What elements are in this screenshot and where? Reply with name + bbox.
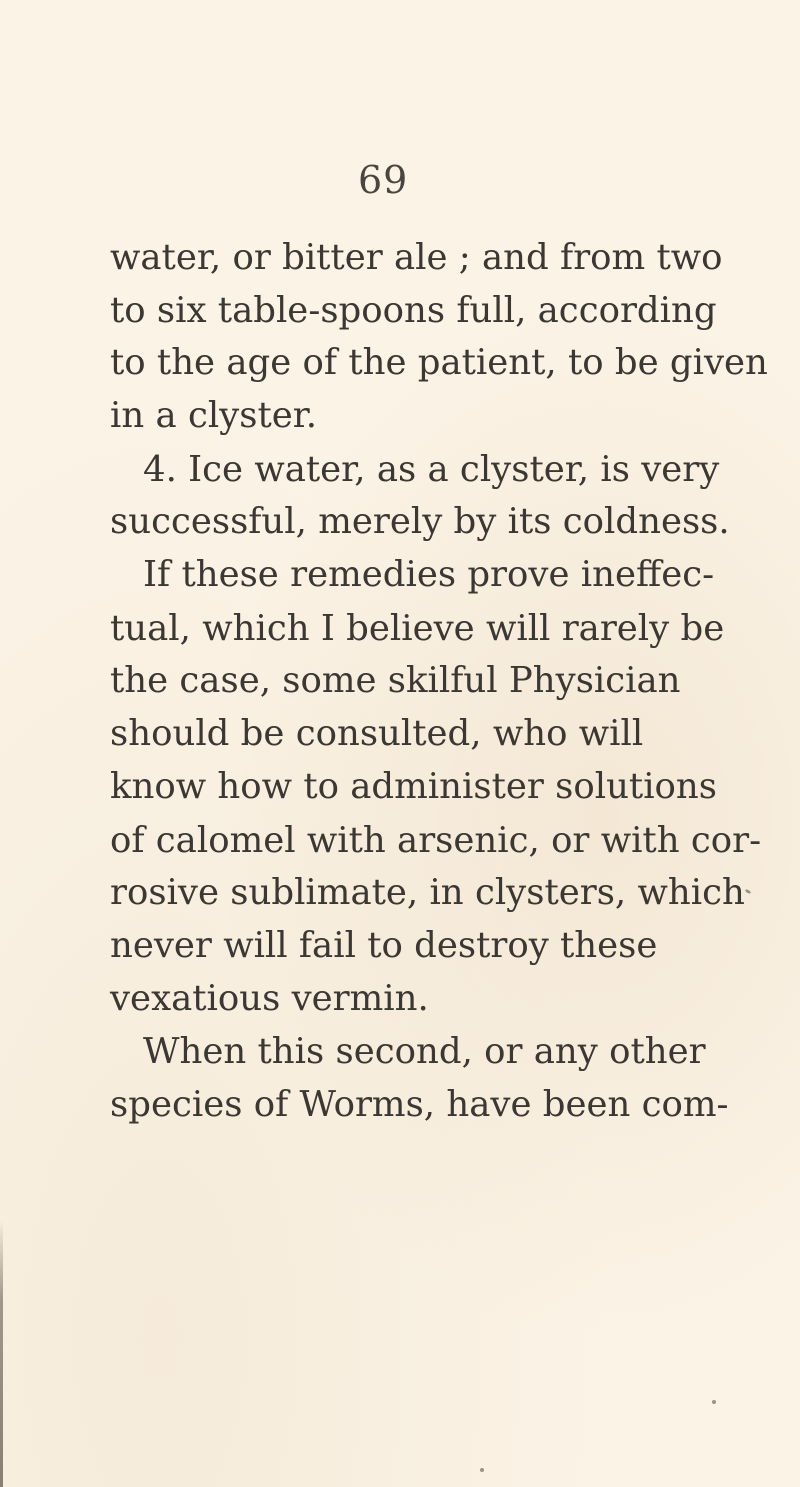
- text-line-3: to the age of the patient, to be given: [110, 342, 768, 383]
- text-line-16: When this second, or any other: [143, 1031, 706, 1072]
- ink-speck: [745, 889, 752, 895]
- text-line-12: of calomel with arsenic, or with cor-: [110, 820, 762, 861]
- text-line-8: tual, which I believe will rarely be: [110, 608, 725, 649]
- ink-speck: [712, 1400, 716, 1404]
- page-edge-shadow: [0, 1220, 3, 1487]
- text-line-10: should be consulted, who will: [110, 713, 644, 754]
- text-line-6: successful, merely by its coldness.: [110, 501, 730, 542]
- text-line-1: water, or bitter ale ; and from two: [110, 237, 723, 278]
- text-line-15: vexatious vermin.: [110, 978, 429, 1019]
- text-line-4: in a clyster.: [110, 395, 318, 436]
- text-line-7: If these remedies prove ineffec-: [143, 554, 715, 595]
- ink-speck: [480, 1468, 484, 1472]
- text-line-14: never will fail to destroy these: [110, 925, 658, 966]
- text-line-13: rosive sublimate, in clysters, which: [110, 872, 745, 913]
- text-line-17: species of Worms, have been com-: [110, 1084, 729, 1125]
- text-line-5: 4. Ice water, as a clyster, is very: [143, 449, 720, 490]
- text-line-2: to six table-spoons full, according: [110, 290, 717, 331]
- text-line-9: the case, some skilful Physician: [110, 660, 681, 701]
- page-number: 69: [358, 158, 409, 202]
- text-line-11: know how to administer solutions: [110, 766, 718, 807]
